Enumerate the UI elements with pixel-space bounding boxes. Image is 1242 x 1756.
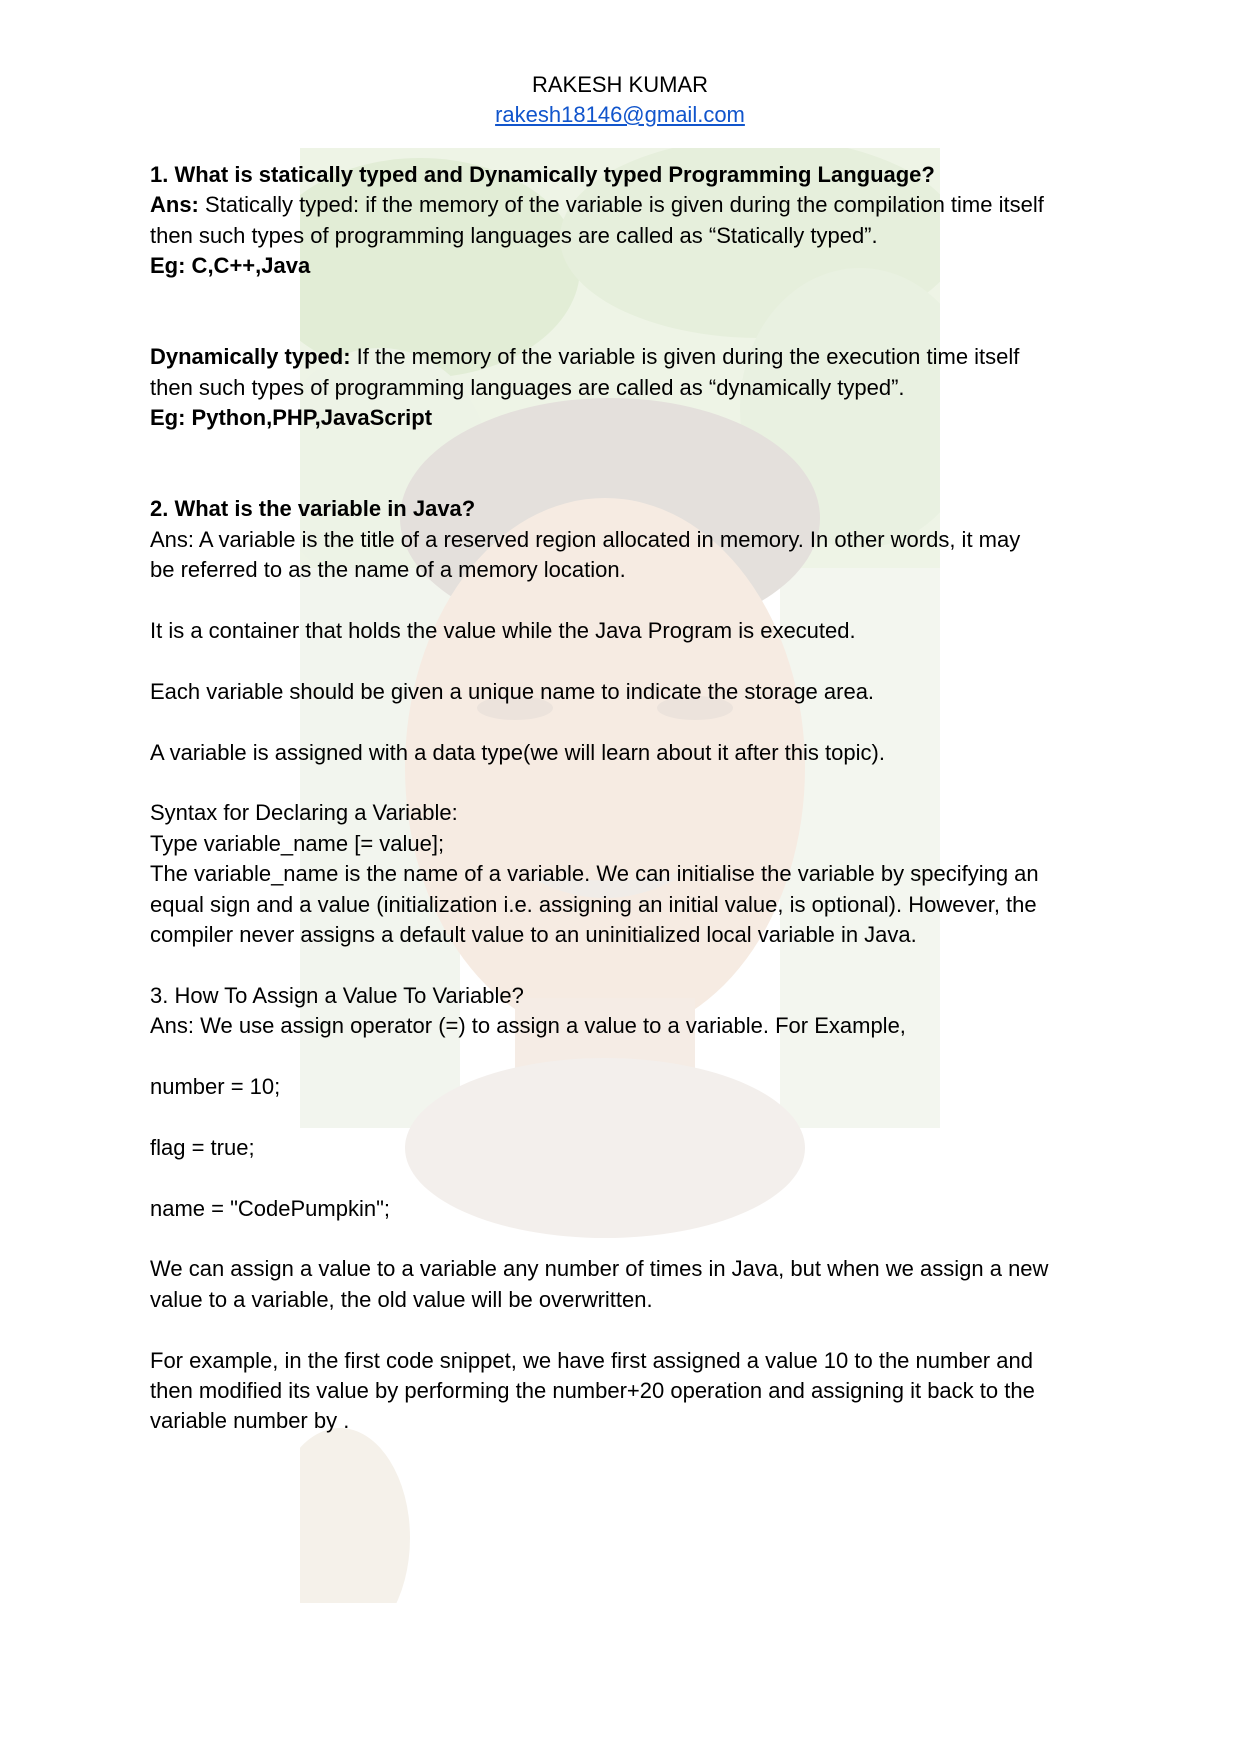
static-examples: Eg: C,C++,Java: [150, 253, 311, 279]
question-2-answer-line-1: Ans: A variable is the title of a reserved region allocated in memory. In other words, it may: [150, 526, 1021, 552]
dynamic-label: Dynamically typed:: [150, 344, 351, 370]
dynamic-answer-line-2: then such types of programming languages are called as “dynamically typed”.: [150, 374, 905, 400]
syntax-label: Syntax for Declaring a Variable:: [150, 800, 458, 826]
code-example-number: number = 10;: [150, 1074, 281, 1100]
question-3-answer: Ans: We use assign operator (=) to assign a value to a variable. For Example,: [150, 1013, 906, 1039]
question-1-title: 1. What is statically typed and Dynamically typed Programming Language?: [150, 162, 935, 187]
author-email-link[interactable]: rakesh18146@gmail.com: [495, 102, 745, 127]
question-3-title: 3. How To Assign a Value To Variable?: [150, 982, 524, 1008]
code-example-flag: flag = true;: [150, 1134, 255, 1160]
question-1-section: [150, 160, 1090, 434]
question-2-paragraph-2: Each variable should be given a unique name to indicate the storage area.: [150, 678, 875, 704]
document-header: [150, 70, 1090, 130]
question-3-paragraph-2-line-3: variable number by .: [150, 1408, 350, 1434]
syntax-description-line-1: The variable_name is the name of a variable. We can initialise the variable by specifying an: [150, 861, 1039, 887]
author-name: RAKESH KUMAR: [531, 72, 709, 97]
syntax-description-line-2: equal sign and a value (initialization i.e. assigning an initial value, is optional). However, the: [150, 891, 1037, 917]
code-example-name: name = "CodePumpkin";: [150, 1195, 391, 1221]
answer-text: Statically typed: if the memory of the variable is given during the compilation time itself: [198, 192, 1044, 218]
question-3-paragraph-1-line-2: value to a variable, the old value will be overwritten.: [150, 1286, 653, 1312]
answer-label: Ans:: [150, 192, 199, 218]
question-2-paragraph-3: A variable is assigned with a data type(we will learn about it after this topic).: [150, 739, 885, 765]
question-3-paragraph-2-line-1: For example, in the first code snippet, we have first assigned a value 10 to the number and: [150, 1347, 1033, 1373]
dynamic-text: If the memory of the variable is given during the execution time itself: [350, 344, 1020, 370]
question-1-answer-line-2: then such types of programming languages are called as “Statically typed”.: [150, 222, 878, 248]
question-3-section: [150, 981, 1090, 1437]
dynamic-answer-line-1: [150, 342, 1090, 372]
question-3-paragraph-2-line-2: then modified its value by performing the number+20 operation and assigning it back to the: [150, 1378, 1035, 1404]
question-2-title: 2. What is the variable in Java?: [150, 496, 476, 522]
syntax-description-line-3: compiler never assigns a default value to an uninitialized local variable in Java.: [150, 922, 917, 948]
question-2-answer-line-2: be referred to as the name of a memory location.: [150, 557, 626, 583]
syntax-code: Type variable_name [= value];: [150, 830, 445, 856]
question-2-paragraph-1: It is a container that holds the value while the Java Program is executed.: [150, 618, 856, 644]
question-3-paragraph-1-line-1: We can assign a value to a variable any number of times in Java, but when we assign a new: [150, 1256, 1049, 1282]
document-page: [150, 70, 1090, 1437]
dynamic-examples: Eg: Python,PHP,JavaScript: [150, 405, 433, 431]
question-1-answer-line-1: [150, 190, 1090, 220]
question-2-section: [150, 494, 1090, 950]
